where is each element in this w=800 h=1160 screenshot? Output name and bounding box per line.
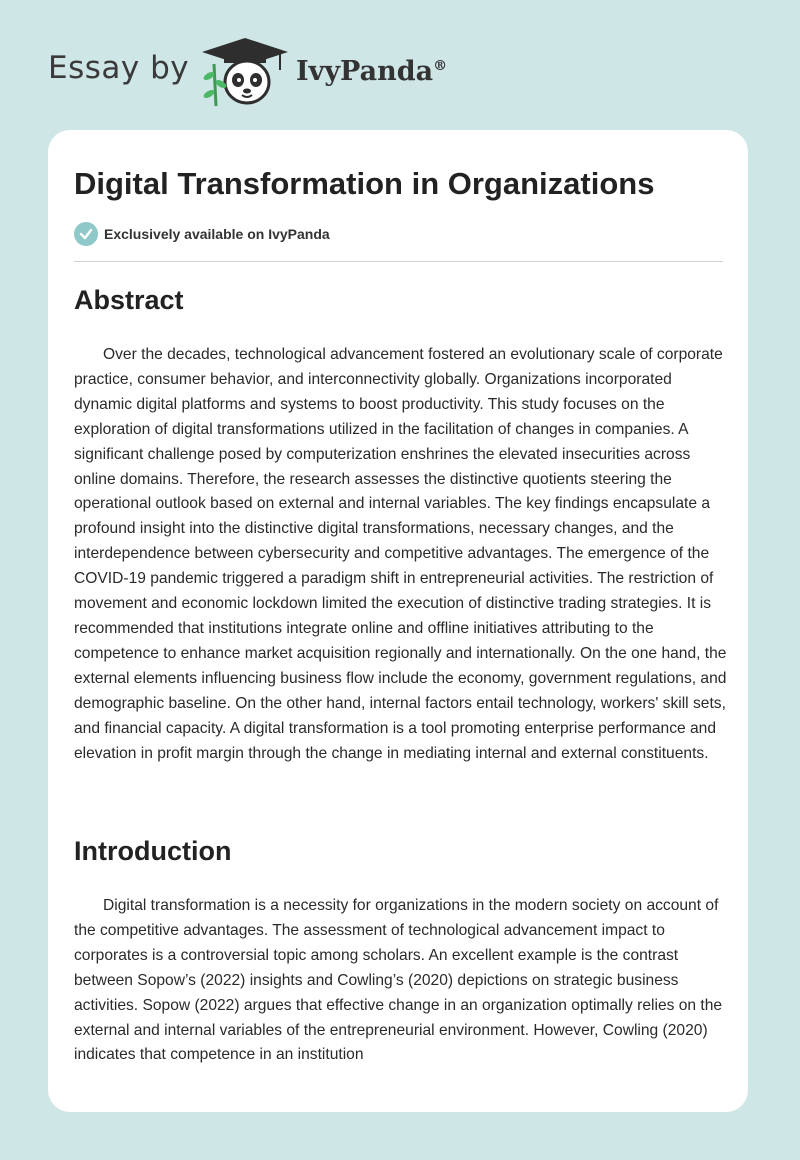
exclusive-label: Exclusively available on IvyPanda [104,226,330,242]
panda-graduate-icon[interactable] [200,36,290,108]
section-heading-abstract: Abstract [74,285,184,315]
essay-card [48,130,748,1112]
exclusive-badge [74,222,330,246]
site-header [0,0,800,130]
introduction-paragraph: Digital transformation is a necessity for organizations in the modern society on account of the competitive advantages. The assessment of technological advancement impact to corporates is a controversial topic among scholars. An excellent example is the contrast between Sopow’s (2022) insights and Cowling’s (2020) depictions on strategic business activities. Sopow (2022) argues that effective change in an organization optimally relies on the external and internal variables of the entrepreneurial environment. However, Cowling (2020) indicates that competence in an institution [74,897,723,1064]
divider [74,261,723,262]
check-circle-icon [74,222,98,246]
essay-by-label: Essay by [48,50,190,86]
page-title: Digital Transformation in Organizations [74,166,655,201]
abstract-paragraph: Over the decades, technological advancement fostered an evolutionary scale of corporate practice, consumer behavior, and interconnectivity globally. Organizations incorporated dynamic digital platforms and systems to boost productivity. This study focuses on the exploration of digital transformations utilized in the facilitation of changes in companies. A significant challenge posed by computerization enshrines the elevated insecurities across online domains. Therefore, the research assesses the distinctive quotients steering the operational outlook based on external and internal variables. The key findings encapsulate a profound insight into the distinctive digital transformations, necessary changes, and the interdependence between cybersecurity and competitive advantages. The emergence of the COVID-19 pandemic triggered a paradigm shift in entrepreneurial activities. The restriction of movement and economic lockdown limited the execution of distinctive trading strategies. It is recommended that institutions integrate online and offline initiatives attributing to the competence to enhance market acquisition regionally and internationally. On the one hand, the external elements influencing business flow include the economy, government regulations, and demographic baseline. On the other hand, internal factors entail technology, workers' skill sets, and financial capacity. A digital transformation is a tool promoting enterprise performance and elevation in profit margin through the change in mediating internal and external constituents. [74,346,727,762]
section-heading-introduction: Introduction [74,836,232,866]
brand-logo-text[interactable]: IvyPanda® [296,56,448,87]
